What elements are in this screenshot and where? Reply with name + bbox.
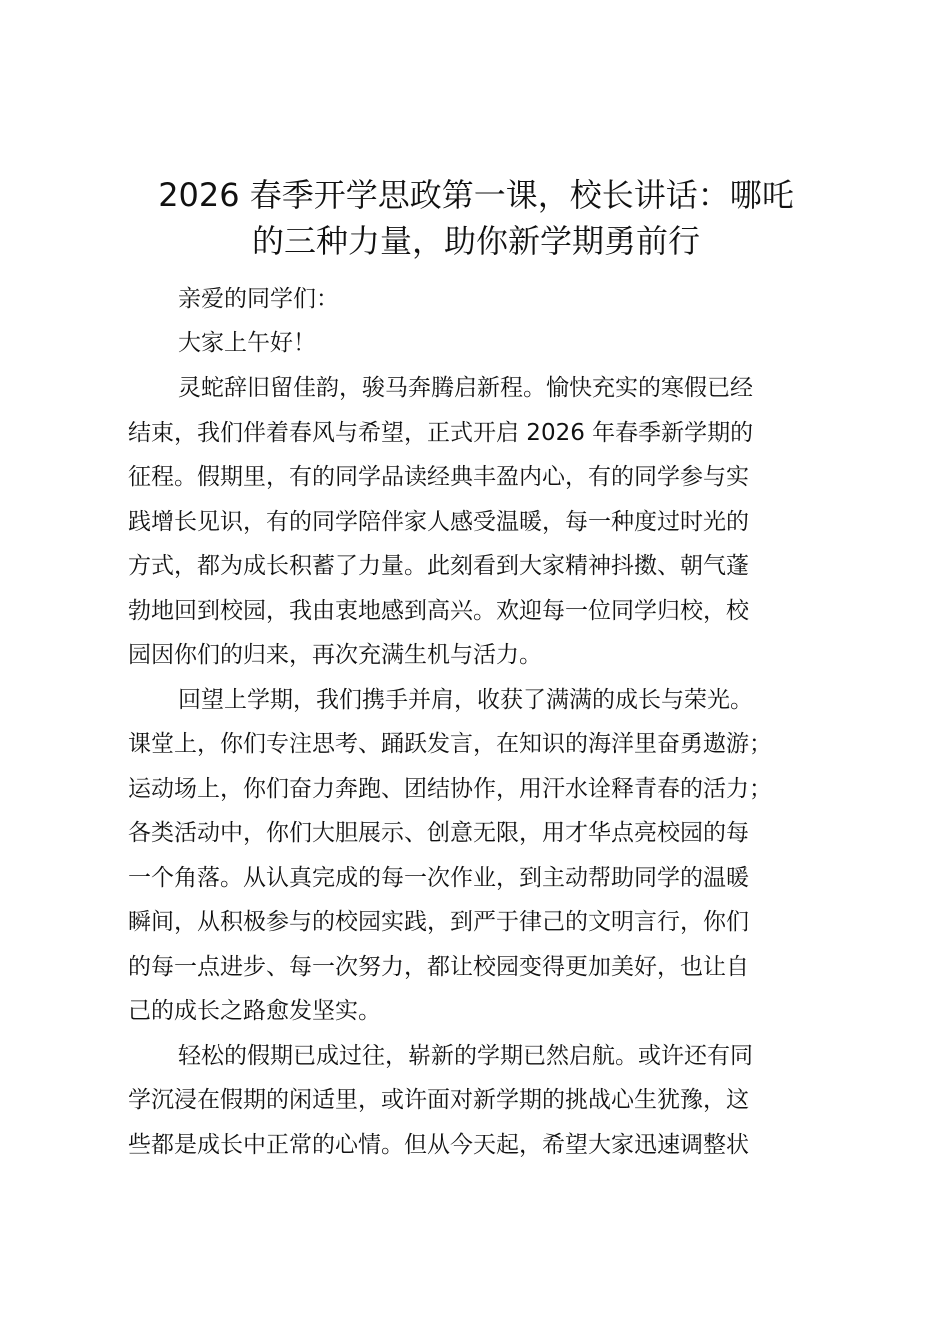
title-line: 2026 春季开学思政第一课，校长讲话：哪吒 bbox=[158, 176, 794, 214]
paragraph-line: 园因你们的归来，再次充满生机与活力。 bbox=[128, 642, 542, 668]
title-line: 的三种力量，助你新学期勇前行 bbox=[251, 222, 700, 260]
salutation: 大家上午好！ bbox=[178, 330, 316, 356]
paragraph-line: 的每一点进步、每一次努力，都让校园变得更加美好，也让自 bbox=[128, 954, 749, 980]
paragraph-line: 一个角落。从认真完成的每一次作业，到主动帮助同学的温暖 bbox=[128, 865, 749, 891]
paragraph-line: 践增长见识，有的同学陪伴家人感受温暖，每一种度过时光的 bbox=[128, 509, 749, 535]
paragraph-line: 轻松的假期已成过往，崭新的学期已然启航。或许还有同 bbox=[178, 1043, 753, 1069]
paragraph-line: 回望上学期，我们携手并肩，收获了满满的成长与荣光。 bbox=[178, 687, 753, 713]
paragraph-line: 各类活动中，你们大胆展示、创意无限，用才华点亮校园的每 bbox=[128, 820, 749, 846]
paragraph-line: 灵蛇辞旧留佳韵，骏马奔腾启新程。愉快充实的寒假已经 bbox=[178, 375, 753, 401]
paragraph-line: 些都是成长中正常的心情。但从今天起，希望大家迅速调整状 bbox=[128, 1132, 749, 1158]
paragraph-line: 征程。假期里，有的同学品读经典丰盈内心，有的同学参与实 bbox=[128, 464, 749, 490]
paragraph-line: 结束，我们伴着春风与希望，正式开启 2026 年春季新学期的 bbox=[128, 420, 754, 446]
document-title bbox=[120, 172, 832, 264]
paragraph-line: 课堂上，你们专注思考、踊跃发言，在知识的海洋里奋勇遨游； bbox=[128, 731, 772, 757]
paragraph-line: 学沉浸在假期的闲适里，或许面对新学期的挑战心生犹豫，这 bbox=[128, 1087, 749, 1113]
greeting: 亲爱的同学们： bbox=[178, 286, 339, 312]
paragraph-line: 瞬间，从积极参与的校园实践，到严于律己的文明言行，你们 bbox=[128, 909, 749, 935]
paragraph-line: 己的成长之路愈发坚实。 bbox=[128, 998, 381, 1024]
paragraph-line: 方式，都为成长积蓄了力量。此刻看到大家精神抖擞、朝气蓬 bbox=[128, 553, 749, 579]
paragraph-line: 勃地回到校园，我由衷地感到高兴。欢迎每一位同学归校，校 bbox=[128, 598, 749, 624]
paragraph-line: 运动场上，你们奋力奔跑、团结协作，用汗水诠释青春的活力； bbox=[128, 776, 772, 802]
